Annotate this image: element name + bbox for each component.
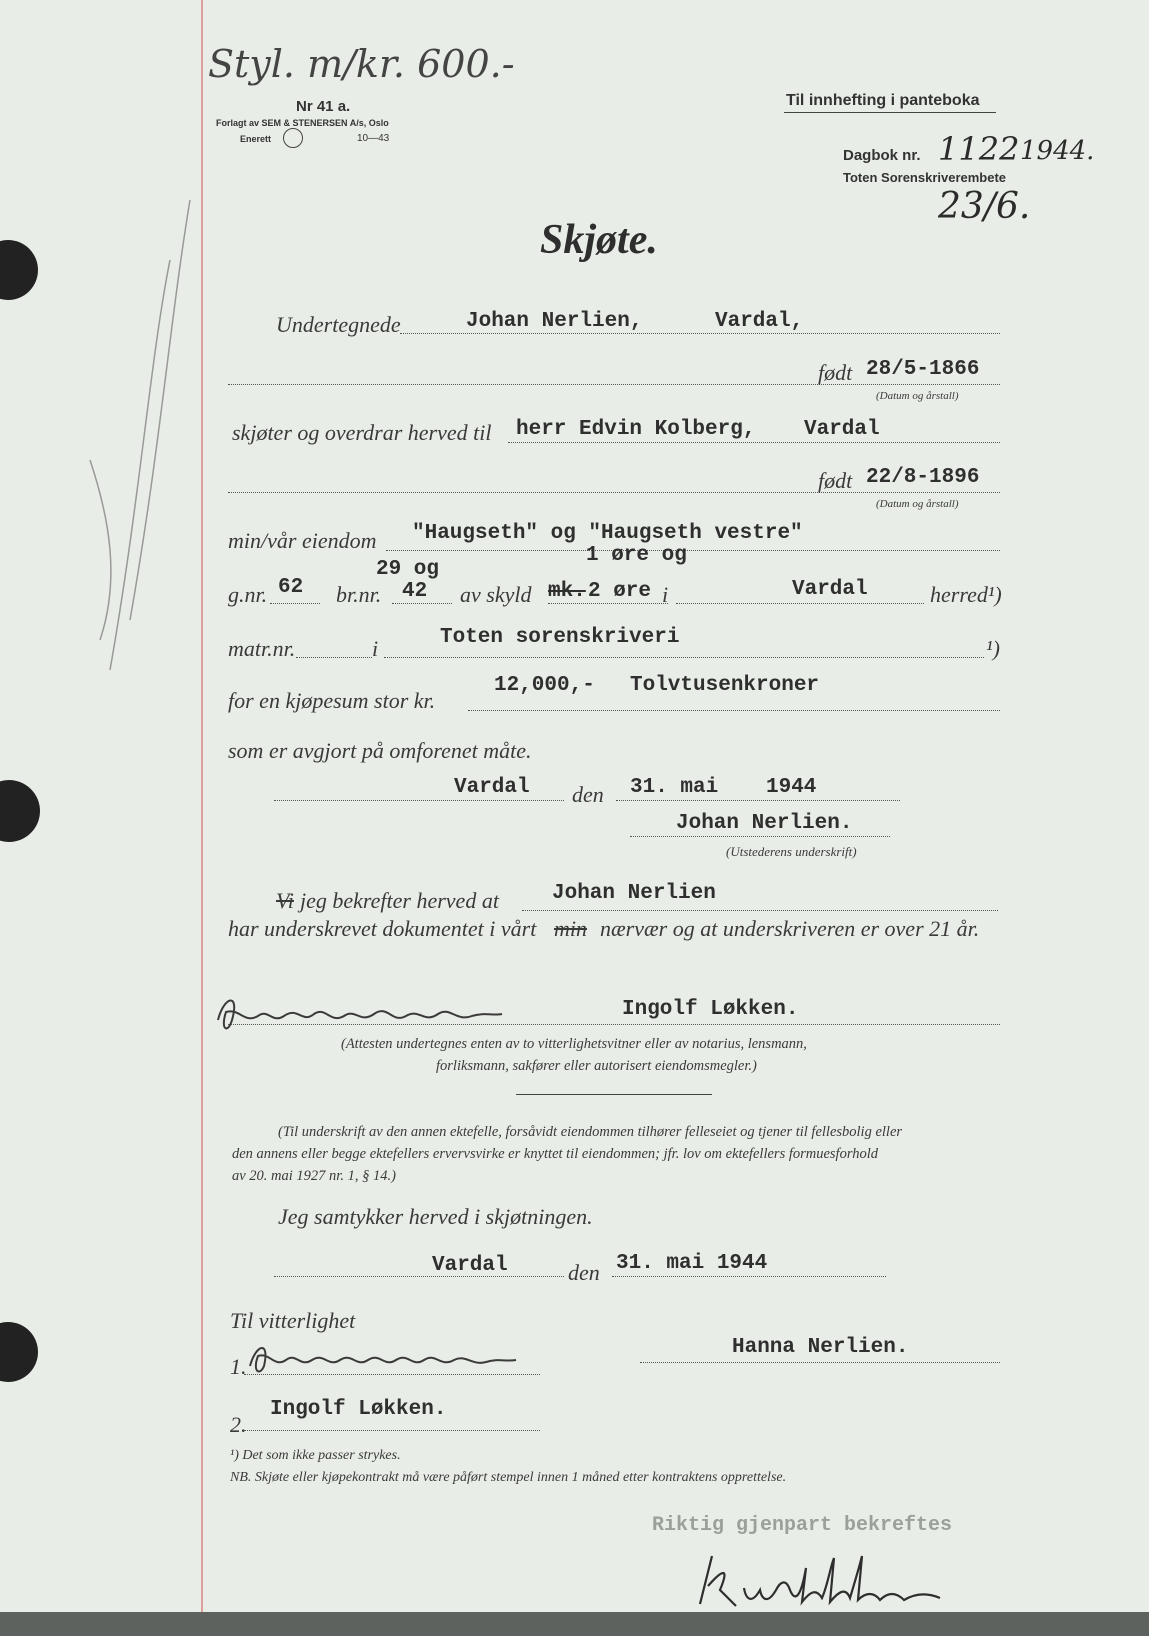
witness-2-line (244, 1430, 540, 1431)
buyer-born-date: 22/8-1896 (866, 466, 980, 489)
publisher: Forlagt av SEM & STENERSEN A/s, Oslo (216, 118, 389, 128)
final-signature (690, 1548, 950, 1618)
form-number: Nr 41 a. (296, 98, 351, 115)
property-name: "Haugseth" og "Haugseth vestre" (412, 522, 803, 545)
page-edge (0, 1612, 1149, 1636)
binding-note: Til innhefting i panteboka (786, 92, 980, 109)
price-amount: 12,000,- (494, 674, 595, 697)
witness-confirmed-name: Johan Nerlien (552, 882, 716, 905)
brnr-label: br.nr. (336, 582, 382, 607)
herred-label: herred¹) (930, 582, 1002, 607)
skyld-line (548, 603, 668, 604)
skyld-i: i (662, 582, 669, 607)
binding-note-underline (784, 112, 996, 113)
consent-place-line (274, 1276, 564, 1277)
spouse-signature: Hanna Nerlien. (732, 1336, 909, 1359)
seller-signature: Johan Nerlien. (676, 812, 853, 835)
buyer-name: herr Edvin Kolberg, (516, 418, 756, 441)
brnr-value: 42 (402, 580, 428, 603)
buyer-born-label: født (818, 468, 853, 493)
consent-date-line (612, 1276, 886, 1277)
price-line (468, 710, 1000, 711)
witness-line2-struck: min (554, 916, 587, 941)
matr-i: i (372, 636, 379, 661)
corner-note: Styl. m/kr. 600.- (208, 42, 515, 86)
copy-stamp: Riktig gjenpart bekreftes (652, 1514, 953, 1537)
buyer-line (508, 442, 1000, 443)
seller-born-date: 28/5-1866 (866, 358, 980, 381)
gnr-value: 62 (278, 576, 304, 599)
seller-place: Vardal, (715, 310, 804, 333)
witness-script-signature (210, 990, 510, 1040)
seller-name: Johan Nerlien, (466, 310, 643, 333)
price-label: for en kjøpesum stor kr. (228, 688, 436, 713)
brnr-top: 29 og (376, 558, 440, 581)
form-code: 10—43 (357, 133, 390, 144)
seller-line (400, 333, 1000, 334)
herred-value: Vardal (792, 578, 868, 601)
gnr-label: g.nr. (228, 582, 268, 607)
spouse-note-3: av 20. mai 1927 nr. 1, § 14.) (232, 1168, 396, 1184)
witness-note-2: forliksmann, sakfører eller autorisert eiendomsmegler.) (436, 1058, 757, 1074)
herred-line (676, 603, 924, 604)
seller-born-hint: (Datum og årstall) (876, 390, 959, 402)
sign-year: 1944 (766, 776, 817, 799)
property-line (386, 550, 1000, 551)
witness-1-number: 1. (230, 1354, 247, 1379)
sign-date-line (616, 800, 900, 801)
witness-2-number: 2. (230, 1412, 247, 1437)
date-stamp: 23/6. (938, 186, 1031, 227)
consent-place: Vardal (432, 1254, 508, 1277)
property-label: min/vår eiendom (228, 528, 377, 553)
witness-1-script-signature (244, 1338, 544, 1378)
matr-line (296, 657, 372, 658)
skyld-struck: mk. (548, 580, 586, 603)
matr-label: matr.nr. (228, 636, 296, 661)
buyer-born-hint: (Datum og årstall) (876, 498, 959, 510)
skyld-label: av skyld (460, 582, 532, 607)
matr-note: ¹) (986, 636, 1000, 661)
jurisdiction-value: Toten sorenskriveri (440, 626, 680, 649)
enerett: Enerett (240, 134, 272, 144)
vitterlighet-label: Til vitterlighet (230, 1308, 356, 1333)
sign-date: 31. mai (630, 776, 719, 799)
seller-signature-line (630, 836, 890, 837)
witness-1-line (244, 1374, 540, 1375)
seller-label: Undertegnede (276, 312, 401, 337)
witness-line2-a: har underskrevet dokumentet i vårt (228, 916, 537, 941)
brnr-line (392, 603, 452, 604)
witness-signature-line (228, 1024, 1000, 1025)
spouse-note-2: den annens eller begge ektefellers ervervsvirke er knyttet til eiendommen; jfr. lov om ektefellers formuesforhold (232, 1146, 878, 1162)
dagbok-number: 1122 (938, 130, 1020, 168)
skyld-top: 1 øre og (586, 544, 687, 567)
section-divider (516, 1094, 712, 1095)
sign-place-line (274, 800, 564, 801)
consent-text: Jeg samtykker herved i skjøtningen. (278, 1204, 593, 1229)
spouse-signature-line (640, 1362, 1000, 1363)
sign-den: den (572, 782, 604, 807)
buyer-place: Vardal (804, 418, 880, 441)
seller-line-2 (228, 384, 1000, 385)
binding-hole (0, 780, 40, 842)
binding-hole (0, 240, 38, 300)
consent-den: den (568, 1260, 600, 1285)
consent-date: 31. mai 1944 (616, 1252, 768, 1275)
publisher-logo (283, 128, 303, 148)
seller-born-label: født (818, 360, 853, 385)
spouse-note-1: (Til underskrift av den annen ektefelle, forsåvidt eiendommen tilhører felleseiet og tjener til fellesbolig eller (278, 1124, 903, 1140)
witness-note-1: (Attesten undertegnes enten av to vitterlighetsvitner eller av notarius, lensmann, (341, 1036, 807, 1052)
office-stamp: Toten Sorenskriverembete (843, 170, 1007, 185)
transfer-text: skjøter og overdrar herved til (232, 420, 492, 445)
jurisdiction-line (384, 657, 984, 658)
witness-line1: jeg bekrefter herved at (300, 888, 499, 913)
witness-name-line (522, 910, 998, 911)
seller-signature-hint: (Utstederens underskrift) (726, 844, 857, 859)
binding-hole (0, 1322, 38, 1382)
witness-line2-b: nærvær og at underskriveren er over 21 år. (600, 916, 980, 941)
price-settled: som er avgjort på omforenet måte. (228, 738, 532, 763)
witness-vi-struck: Vi (276, 888, 294, 913)
dagbok-year: 1944. (1020, 136, 1095, 166)
buyer-line-2 (228, 492, 1000, 493)
dagbok-label: Dagbok nr. (843, 147, 921, 164)
pencil-marks (70, 200, 220, 720)
price-words: Tolvtusenkroner (630, 674, 820, 697)
footer-note-1: ¹) Det som ikke passer strykes. (230, 1448, 401, 1463)
gnr-line (270, 603, 320, 604)
witness-2-signature: Ingolf Løkken. (270, 1398, 447, 1421)
footer-note-2: NB. Skjøte eller kjøpekontrakt må være påført stempel innen 1 måned etter kontraktens opprettelse. (230, 1470, 787, 1485)
skyld-value: 2 øre (588, 580, 652, 603)
document-title: Skjøte. (540, 217, 658, 263)
witness-typed-signature: Ingolf Løkken. (622, 998, 799, 1021)
sign-place: Vardal (454, 776, 530, 799)
